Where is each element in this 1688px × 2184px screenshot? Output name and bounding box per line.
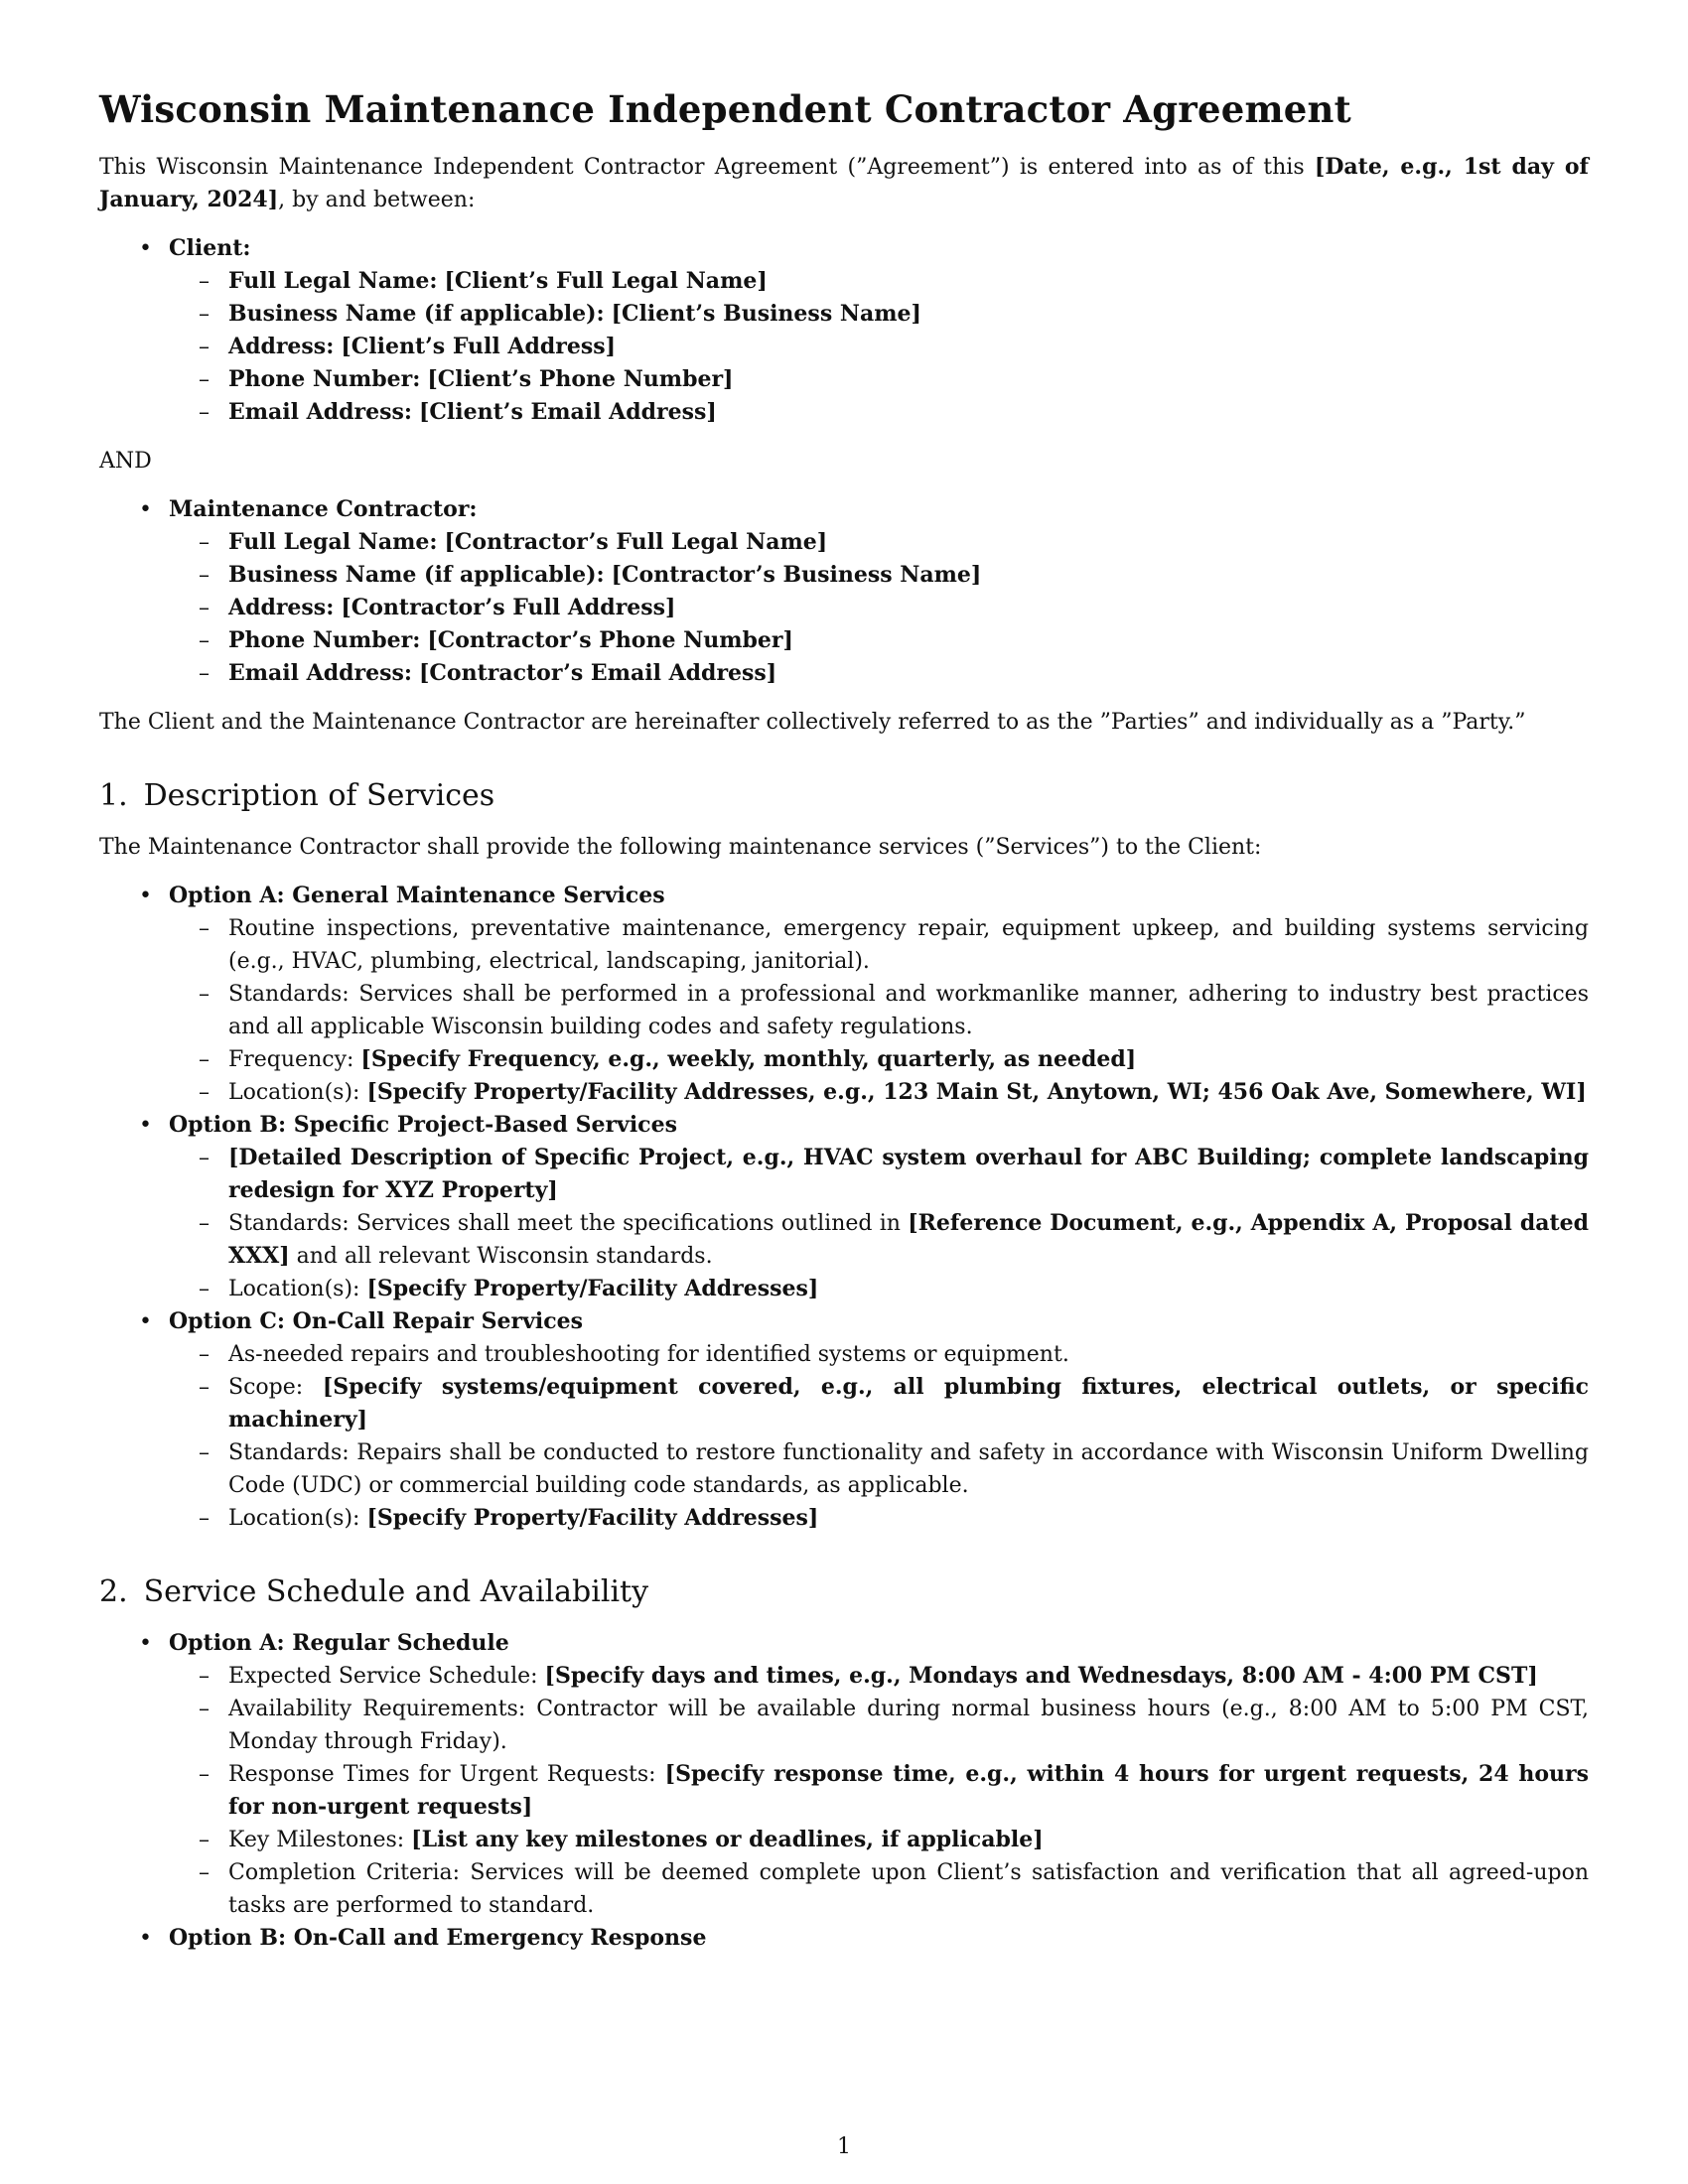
list-item: – Response Times for Urgent Requests: [Specify response time, e.g., within 4 hours for urgent requests, 24 hours for non-urgent requests]: [228, 1758, 1589, 1824]
contractor-field-phone: – Phone Number: [Contractor’s Phone Number]: [228, 624, 1589, 657]
section-1-option-c: [169, 1305, 1589, 1535]
section-2-option-b: [169, 1922, 1589, 1955]
list-item: – Expected Service Schedule: [Specify days and times, e.g., Mondays and Wednesdays, 8:00 AM - 4:00 PM CST]: [228, 1660, 1589, 1693]
contractor-heading: Maintenance Contractor:: [169, 496, 478, 522]
contractor-fields: [169, 526, 1589, 690]
section-1-title: Description of Services: [143, 778, 495, 813]
contractor-field-address: – Address: [Contractor’s Full Address]: [228, 592, 1589, 624]
intro-text-before: This Wisconsin Maintenance Independent Contractor Agreement (”Agreement”) is entered into as of this: [99, 155, 1315, 180]
client-field-business-name: – Business Name (if applicable): [Client’s Business Name]: [228, 298, 1589, 331]
list-item: – As-needed repairs and troubleshooting for identified systems or equipment.: [228, 1338, 1589, 1371]
and-separator: AND: [99, 449, 152, 474]
document-page: [99, 87, 1589, 1971]
page-number: 1: [837, 2134, 851, 2159]
section-2-option-a: [169, 1627, 1589, 1922]
section-1-options: [99, 880, 1589, 1535]
option-heading: Option B: On-Call and Emergency Response: [169, 1925, 707, 1951]
section-2-number: 2.: [99, 1574, 128, 1609]
contractor-field-full-legal-name: – Full Legal Name: [Contractor’s Full Legal Name]: [228, 526, 1589, 559]
intro-text-after: , by and between:: [278, 188, 476, 212]
list-item: – Location(s): [Specify Property/Facility Addresses]: [228, 1502, 1589, 1535]
list-item: – Key Milestones: [List any key milestones or deadlines, if applicable]: [228, 1824, 1589, 1856]
list-item: – [Detailed Description of Specific Project, e.g., HVAC system overhaul for ABC Building; complete landscaping redesign for XYZ Property]: [228, 1142, 1589, 1207]
list-item: – Routine inspections, preventative maintenance, emergency repair, equipment upkeep, and building systems servicing (e.g., HVAC, plumbing, electrical, landscaping, janitorial).: [228, 912, 1589, 978]
client-field-phone: – Phone Number: [Client’s Phone Number]: [228, 363, 1589, 396]
client-heading: Client:: [169, 235, 251, 261]
client-item: [169, 232, 1589, 429]
option-heading: Option B: Specific Project-Based Services: [169, 1112, 677, 1138]
option-heading: Option A: Regular Schedule: [169, 1630, 509, 1656]
section-2-title: Service Schedule and Availability: [143, 1574, 649, 1609]
list-item: – Standards: Repairs shall be conducted to restore functionality and safety in accordance with Wisconsin Uniform Dwelling Code (UDC) or commercial building code standards, as applicable.: [228, 1436, 1589, 1502]
client-fields: [169, 265, 1589, 429]
parties-paragraph: The Client and the Maintenance Contractor are hereinafter collectively referred to as the ”Parties” and individually as a ”Party.”: [99, 710, 1526, 735]
section-1-number: 1.: [99, 778, 128, 813]
option-a-items: [169, 912, 1589, 1109]
list-item: – Standards: Services shall be performed in a professional and workmanlike manner, adhering to industry best practices and all applicable Wisconsin building codes and safety regulations.: [228, 978, 1589, 1043]
document-title: Wisconsin Maintenance Independent Contractor Agreement: [99, 87, 1351, 131]
list-item: – Scope: [Specify systems/equipment covered, e.g., all plumbing fixtures, electrical outlets, or specific machinery]: [228, 1371, 1589, 1436]
intro-paragraph: [99, 151, 1589, 216]
list-item: – Location(s): [Specify Property/Facility Addresses, e.g., 123 Main St, Anytown, WI; 456 Oak Ave, Somewhere, WI]: [228, 1076, 1589, 1109]
client-field-full-legal-name: – Full Legal Name: [Client’s Full Legal Name]: [228, 265, 1589, 298]
option-heading: Option A: General Maintenance Services: [169, 883, 665, 908]
list-item: – Location(s): [Specify Property/Facility Addresses]: [228, 1273, 1589, 1305]
list-item: – Frequency: [Specify Frequency, e.g., weekly, monthly, quarterly, as needed]: [228, 1043, 1589, 1076]
option-a-items: [169, 1660, 1589, 1922]
section-1-option-a: [169, 880, 1589, 1109]
contractor-field-business-name: – Business Name (if applicable): [Contractor’s Business Name]: [228, 559, 1589, 592]
client-field-address: – Address: [Client’s Full Address]: [228, 331, 1589, 363]
option-heading: Option C: On-Call Repair Services: [169, 1308, 584, 1334]
list-item: – Completion Criteria: Services will be deemed complete upon Client’s satisfaction and verification that all agreed-upon tasks are performed to standard.: [228, 1856, 1589, 1922]
list-item: – Standards: Services shall meet the specifications outlined in [Reference Document, e.g., Appendix A, Proposal dated XXX] and all relevant Wisconsin standards.: [228, 1207, 1589, 1273]
contractor-list: [99, 493, 1589, 690]
contractor-field-email: – Email Address: [Contractor’s Email Address]: [228, 657, 1589, 690]
list-item: – Availability Requirements: Contractor will be available during normal business hours (e.g., 8:00 AM to 5:00 PM CST, Monday through Friday).: [228, 1693, 1589, 1758]
section-2-options: [99, 1627, 1589, 1955]
option-c-items: [169, 1338, 1589, 1535]
section-2-heading: [99, 1574, 1589, 1609]
section-1-intro: The Maintenance Contractor shall provide the following maintenance services (”Services”) to the Client:: [99, 835, 1262, 860]
section-1-heading: [99, 778, 1589, 813]
client-field-email: – Email Address: [Client’s Email Address]: [228, 396, 1589, 429]
client-list: [99, 232, 1589, 429]
contractor-item: [169, 493, 1589, 690]
date-placeholder: [Date, e.g., 1st day of January, 2024]: [99, 154, 1590, 212]
section-1-option-b: [169, 1109, 1589, 1305]
option-b-items: [169, 1142, 1589, 1305]
